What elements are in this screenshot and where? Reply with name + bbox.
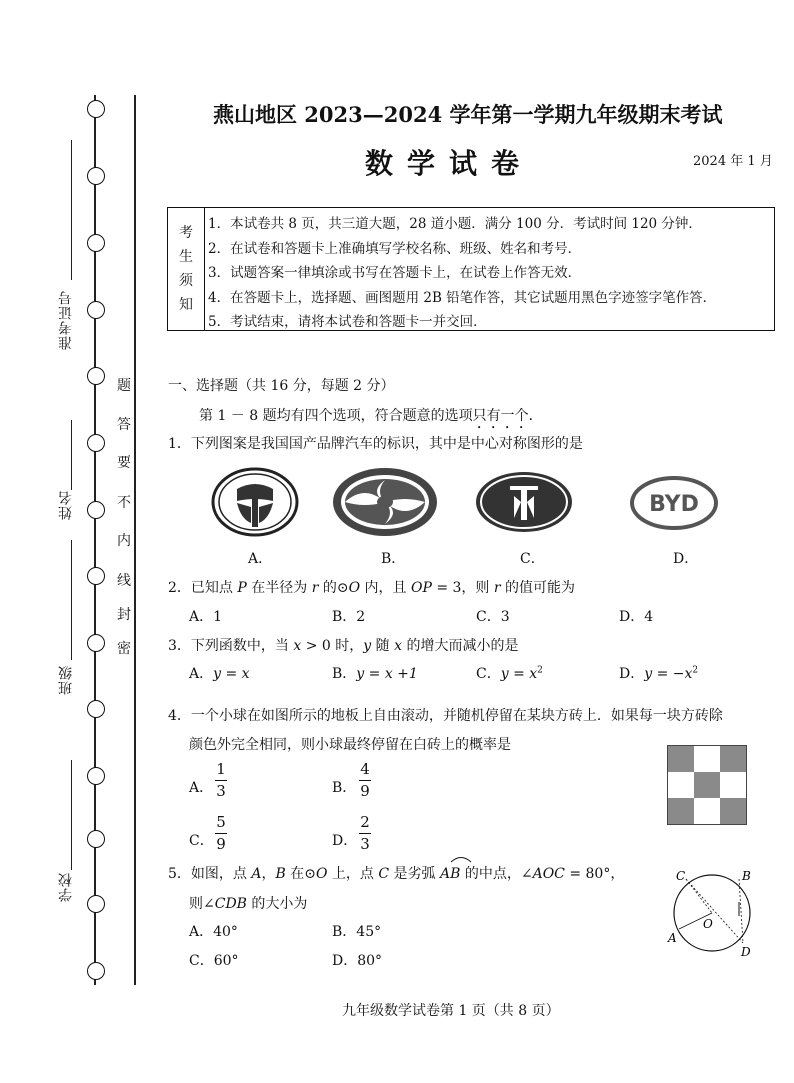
notice-label-char: 知: [179, 297, 193, 313]
binding-hole: [87, 634, 105, 652]
exponent: 2: [537, 665, 543, 676]
q5-option-d[interactable]: D．80°: [332, 953, 383, 969]
notice-item: 3．试题答案一律填涂或书写在答题卡上，在试卷上作答无效．: [208, 265, 582, 282]
binding-hole: [87, 830, 105, 848]
binding-hole: [87, 234, 105, 252]
q3-var: x: [293, 638, 302, 654]
seal-char: 答: [117, 417, 131, 433]
option-label: C．: [476, 666, 501, 682]
question-5-line-2: [189, 893, 307, 913]
binding-hole: [87, 501, 105, 519]
exponent: 2: [692, 665, 699, 676]
denominator: 9: [216, 835, 226, 853]
q2-option-d[interactable]: D．4: [619, 609, 654, 625]
school-label: 学校: [58, 872, 74, 902]
binding-hole: [87, 434, 105, 452]
q1-option-b[interactable]: B．: [381, 551, 406, 567]
logo-c-icon: [474, 470, 574, 534]
option-label: D．: [619, 666, 645, 682]
gray-tile: [720, 746, 746, 772]
option-formula: y = −x: [644, 666, 693, 682]
logo-b-icon: [331, 466, 439, 538]
binding-hole: [87, 962, 105, 980]
exam-id-fill-line[interactable]: [71, 140, 72, 280]
q2-text: 2．已知点: [168, 580, 238, 596]
q3-option-c[interactable]: [476, 663, 543, 683]
gray-tile: [668, 798, 694, 824]
class-fill-line[interactable]: [71, 540, 72, 660]
logo-d-icon: [630, 476, 718, 530]
q5-text: 的大小为: [246, 896, 308, 912]
label-b: B: [742, 869, 751, 883]
notice-label-char: 须: [179, 273, 193, 289]
exam-date: 2024 年 1 月: [693, 154, 773, 169]
gray-tile: [720, 798, 746, 824]
q3-text: > 0 时，: [301, 638, 364, 654]
q5-arc: AB: [439, 866, 461, 882]
binding-hole: [87, 367, 105, 385]
q2-text: 的值可能为: [500, 580, 576, 596]
arc-mark-icon: [450, 855, 472, 863]
name-label: 姓名: [58, 490, 74, 520]
question-1-stem: 1．下列图案是我国国产品牌汽车的标识，其中是中心对称图形的是: [168, 436, 583, 452]
binding-hole: [87, 767, 105, 785]
q2-text: 内，且: [360, 580, 411, 596]
page-footer: 九年级数学试卷第 1 页（共 8 页）: [342, 1003, 560, 1019]
q4-option-b-label[interactable]: B．: [332, 780, 357, 796]
question-4-line-2: 颜色外完全相同，则小球最终停留在白砖上的概率是: [189, 737, 511, 753]
numerator: 2: [360, 813, 370, 831]
instruction-text: 第 1 － 8 题均有四个选项，符合题意的选项: [199, 408, 473, 424]
section-heading: 一、选择题（共 16 分，每题 2 分）: [168, 378, 395, 394]
gray-tile: [668, 746, 694, 772]
q3-option-b[interactable]: [332, 663, 418, 683]
class-label: 班级: [58, 665, 74, 695]
q5-text: 上，点: [327, 866, 379, 882]
q2-var: OP: [410, 580, 432, 596]
binding-hole: [87, 100, 105, 118]
q5-var: C: [378, 866, 390, 882]
seal-char: 要: [117, 455, 131, 471]
binding-hole: [87, 700, 105, 718]
circle-figure: [662, 862, 772, 962]
q2-option-c[interactable]: C．3: [476, 609, 510, 625]
label-a: A: [668, 931, 677, 945]
exam-title: 燕山地区 2023—2024 学年第一学期九年级期末考试: [213, 102, 723, 127]
seal-char: 密: [117, 641, 131, 657]
fraction-bar: [359, 833, 371, 834]
q2-var: r: [311, 580, 319, 596]
q4-option-c-label[interactable]: C．: [189, 833, 214, 849]
q2-var: r: [493, 580, 501, 596]
floor-tile-grid: [667, 745, 747, 825]
q5-text: = 80°，: [564, 866, 625, 882]
label-c: C: [676, 869, 686, 883]
option-label: A．: [189, 666, 214, 682]
seal-char: 题: [117, 378, 131, 394]
notice-item: 4．在答题卡上，选择题、画图题用 2B 铅笔作答，其它试题用黑色字迹签字笔作答．: [208, 289, 717, 306]
numerator: 5: [216, 813, 226, 831]
notice-label: [168, 208, 205, 330]
q3-option-d[interactable]: [619, 663, 698, 683]
q3-text: 3．下列函数中，当: [168, 638, 294, 654]
white-tile: [668, 772, 694, 798]
q4-option-d-label[interactable]: D．: [332, 833, 358, 849]
q5-option-c[interactable]: C．60°: [189, 953, 239, 969]
q5-var: O: [315, 866, 328, 882]
q4-option-d-fraction: [359, 814, 371, 853]
binding-hole: [87, 301, 105, 319]
notice-item: 2．在试卷和答题卡上准确填写学校名称、班级、姓名和考号．: [208, 240, 582, 257]
q3-text: 随: [371, 638, 395, 654]
section-instruction: [199, 405, 543, 432]
q5-text: 则∠: [189, 896, 215, 912]
option-formula: y = x +1: [356, 666, 418, 682]
seal-char: 不: [117, 495, 131, 511]
school-fill-line[interactable]: [71, 760, 72, 870]
white-tile: [694, 798, 720, 824]
seal-char: 封: [117, 607, 131, 623]
instruction-end: ．: [528, 408, 543, 424]
notice-item: 1．本试卷共 8 页，共三道大题，28 道小题．满分 100 分．考试时间 120 分钟．: [208, 216, 702, 232]
question-5-line-1: [168, 863, 624, 883]
q5-var: B: [275, 866, 286, 882]
instruction-emphasis: 只有一个: [472, 408, 529, 424]
q1-option-c[interactable]: C．: [520, 551, 545, 567]
denominator: 9: [360, 782, 370, 800]
q4-option-a-label[interactable]: A．: [189, 780, 214, 796]
binding-hole: [87, 167, 105, 185]
q4-option-a-fraction: [215, 761, 227, 800]
numerator: 4: [360, 760, 370, 778]
label-d: D: [741, 945, 751, 959]
logo-d-text: BYD: [649, 492, 699, 517]
seal-char: 内: [117, 533, 131, 549]
notice-label-char: 考: [179, 225, 193, 241]
question-2-stem: [168, 577, 575, 597]
denominator: 3: [216, 782, 226, 800]
fraction-bar: [215, 833, 227, 834]
gray-tile: [694, 772, 720, 798]
white-tile: [720, 772, 746, 798]
q4-option-c-fraction: [215, 814, 227, 853]
q2-var: O: [348, 580, 361, 596]
q1-option-d[interactable]: D．: [673, 551, 699, 567]
binding-hole: [87, 567, 105, 585]
q1-option-a[interactable]: A．: [248, 551, 273, 567]
q2-option-a[interactable]: A．1: [189, 609, 223, 625]
q2-var: P: [237, 580, 247, 596]
denominator: 3: [360, 835, 370, 853]
name-fill-line[interactable]: [71, 420, 72, 490]
q5-var: AOC: [532, 866, 565, 882]
q5-text: 的中点，∠: [460, 866, 533, 882]
q5-text: 5．如图，点: [168, 866, 252, 882]
q5-option-b[interactable]: B．45°: [332, 924, 382, 940]
notice-items: [208, 212, 716, 335]
q2-option-b[interactable]: B．2: [332, 609, 366, 625]
q2-text: 的⊙: [318, 580, 349, 596]
q2-text: 在半径为: [246, 580, 312, 596]
q5-var: CDB: [214, 896, 247, 912]
white-tile: [694, 746, 720, 772]
option-label: B．: [332, 666, 357, 682]
question-4-line-1: 4．一个小球在如图所示的地板上自由滚动，并随机停留在某块方砖上．如果每一块方砖除: [168, 708, 723, 724]
logo-a-icon: [211, 467, 299, 537]
binding-line-left: [94, 95, 96, 985]
q5-text: 是劣弧: [389, 866, 440, 882]
notice-item: 5．考试结束，请将本试卷和答题卡一并交回．: [208, 314, 487, 331]
option-formula: y = x: [213, 666, 250, 682]
q5-text: 在⊙: [285, 866, 316, 882]
question-3-stem: [168, 635, 518, 655]
q3-var: x: [394, 638, 402, 654]
seal-char: 线: [117, 573, 131, 589]
candidate-notice-box: [167, 207, 775, 331]
segment-oc: [686, 879, 712, 913]
q3-var: y: [363, 638, 372, 654]
notice-label-char: 生: [179, 249, 193, 265]
option-formula: y = x: [500, 666, 538, 682]
exam-subtitle: 数学试卷: [365, 147, 534, 180]
label-o: O: [703, 917, 713, 931]
numerator: 1: [216, 760, 226, 778]
q2-text: = 3，则: [431, 580, 494, 596]
exam-id-label: 准考证号: [58, 290, 74, 350]
q3-text: 的增大而减小的是: [402, 638, 519, 654]
segment-cd: [686, 879, 743, 943]
q5-text: ，: [261, 866, 276, 882]
binding-line-right: [134, 95, 136, 985]
q4-option-b-fraction: [359, 761, 371, 800]
q3-option-a[interactable]: [189, 663, 250, 683]
q5-option-a[interactable]: A．40°: [189, 924, 238, 940]
fraction-bar: [359, 780, 371, 781]
binding-hole: [87, 895, 105, 913]
fraction-bar: [215, 780, 227, 781]
q5-var: A: [251, 866, 262, 882]
